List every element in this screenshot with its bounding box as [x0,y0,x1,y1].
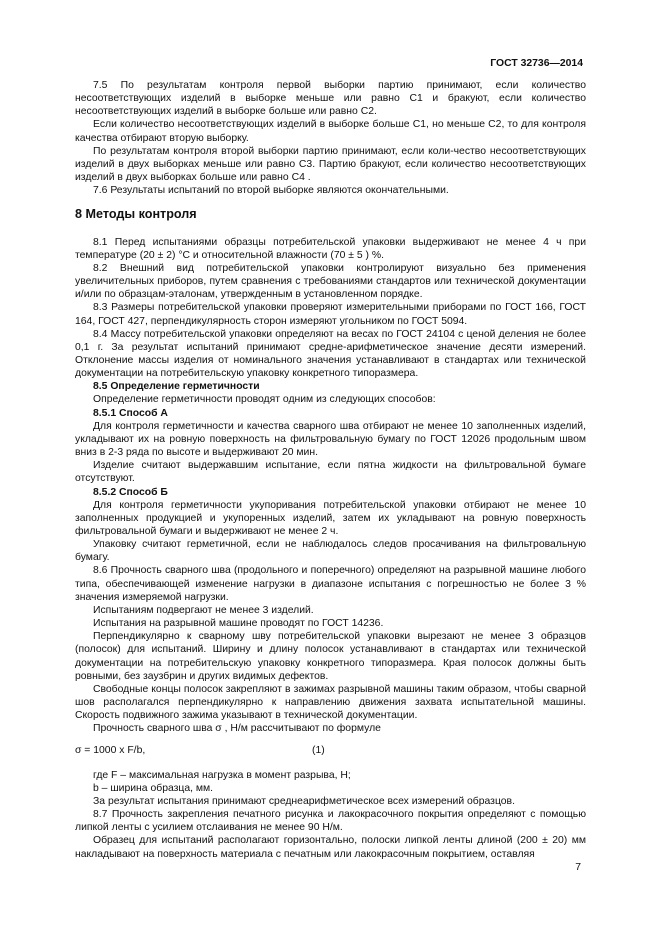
paragraph-7-6: 7.6 Результаты испытаний по второй выборке являются окончательными. [93,185,449,197]
document-id-header: ГОСТ 32736—2014 [490,58,583,69]
paragraph-8-7-b: Образец для испытаний располагают горизонтально, полоски липкой ленты длиной (200 ± 20) мм накладывают на поверхность материала с печатным или лакокрасочным покрытием, оставляя [75,835,586,860]
paragraph-8-6-a: 8.6 Прочность сварного шва (продольного и поперечного) определяют на разрывной машине любого типа, обеспечивающей изменение нагрузки в диапазоне испытания с погрешностью не более 3 % значения измеряемой нагрузки. [75,565,586,603]
paragraph-8-6-f: Прочность сварного шва σ , Н/м рассчитывают по формуле [93,723,381,735]
formula-where-b: b – ширина образца, мм. [93,782,214,794]
heading-8-5: 8.5 Определение герметичности [93,381,260,393]
paragraph-8-5-1-b: Изделие считают выдержавшим испытание, если пятна жидкости на фильтровальной бумаге отсутствуют. [75,460,586,485]
paragraph-7-5-second-result: По результатам контроля второй выборки партию принимают, если коли-чество несоответствующих изделий в двух выборках меньше или равно С3. Партию бракуют, если количество несоответствующих изделий в двух выборках больше или равно С4 . [75,145,586,184]
heading-8-5-2: 8.5.2 Способ Б [93,486,168,498]
section-8-heading: 8 Методы контроля [75,207,197,222]
paragraph-8-6-b: Испытаниям подвергают не менее 3 изделий. [93,604,314,616]
paragraph-8-2: 8.2 Внешний вид потребительской упаковки контролируют визуально без применения увеличительных приборов, путем сравнения с требованиями стандартов или технической документации и/или по образцам-эталонам, утвержденным в установленном порядке. [75,262,586,301]
paragraph-8-4: 8.4 Массу потребительской упаковки определяют на весах по ГОСТ 24104 с ценой деления не более 0,1 г. За результат испытаний принимают средне-арифметическое значение десяти измерений. Отклонение массы изделия от номинального значения устанавливают в стандартах или технической документации на потребительскую упаковку конкретного типоразмера. [75,328,586,380]
formula-expression: σ = 1000 x F/b, [75,744,146,756]
paragraph-8-5-2-b: Упаковку считают герметичной, если не наблюдалось следов просачивания на фильтровальную бумагу. [75,539,586,564]
paragraph-7-5: 7.5 По результатам контроля первой выборки партию принимают, если количество несоответствующих изделий в выборке меньше или равно С1 и бракуют, если количество несоответствующих изделий в выборке больше или равно С2. [75,80,586,118]
page-number: 7 [575,862,581,873]
paragraph-8-6-g: За результат испытания принимают среднеарифметическое всех измерений образцов. [93,795,515,807]
paragraph-8-3: 8.3 Размеры потребительской упаковки проверяют измерительными приборами по ГОСТ 166, ГОСТ 164, ГОСТ 427, перпендикулярность сторон измеряют угольником по ГОСТ 5094. [75,302,586,327]
heading-8-5-1: 8.5.1 Способ А [93,407,168,419]
formula-where-f: где F – максимальная нагрузка в момент разрыва, Н; [93,769,351,781]
paragraph-8-5-2-a: Для контроля герметичности укупоривания потребительской упаковки отбирают не менее 10 заполненных продукцией и укупоренных изделий, затем их укладывают на ровную поверхность фильтровальной бумаги и выдерживают не менее 2 ч. [75,499,586,537]
paragraph-8-1: 8.1 Перед испытаниями образцы потребительской упаковки выдерживают не менее 4 ч при температуре (20 ± 2) °С и относительной влажности (70 ± 5 ) %. [75,236,586,261]
paragraph-7-5-second-sample: Если количество несоответствующих изделий в выборке больше С1, но меньше С2, то для контроля качества отбирают вторую выборку. [75,119,586,144]
paragraph-8-5: Определение герметичности проводят одним из следующих способов: [93,394,436,406]
paragraph-8-6-d: Перпендикулярно к сварному шву потребительской упаковки вырезают не менее 3 образцов (полосок) для испытаний. Ширину и длину полосок устанавливают в стандартах или технической документации на потребительскую упаковку конкретного типоразмера. Края полосок должны быть ровными, без заузбрин и других видимых дефектов. [75,631,586,682]
document-body [75,79,586,861]
paragraph-8-5-1-a: Для контроля герметичности и качества сварного шва отбирают не менее 10 заполненных изделий, укладывают их на ровную поверхность на фильтровальную бумагу по ГОСТ 12026 продольным швом вниз в 2-3 ряда по высоте и выдерживают 20 мин. [75,420,586,459]
paragraph-8-6-e: Свободные концы полосок закрепляют в зажимах разрывной машины таким образом, чтобы сварной шов располагался перпендикулярно к направлению движения захвата испытательной машины. Скорость подвижного зажима указывают в технической документации. [75,683,586,722]
paragraph-8-6-c: Испытания на разрывной машине проводят по ГОСТ 14236. [93,618,384,630]
formula-number: (1) [312,744,325,756]
formula-1 [75,744,586,757]
paragraph-8-7-a: 8.7 Прочность закрепления печатного рисунка и лакокрасочного покрытия определяют с помощью липкой ленты с усилием отслаивания не менее 90 Н/м. [75,809,586,834]
